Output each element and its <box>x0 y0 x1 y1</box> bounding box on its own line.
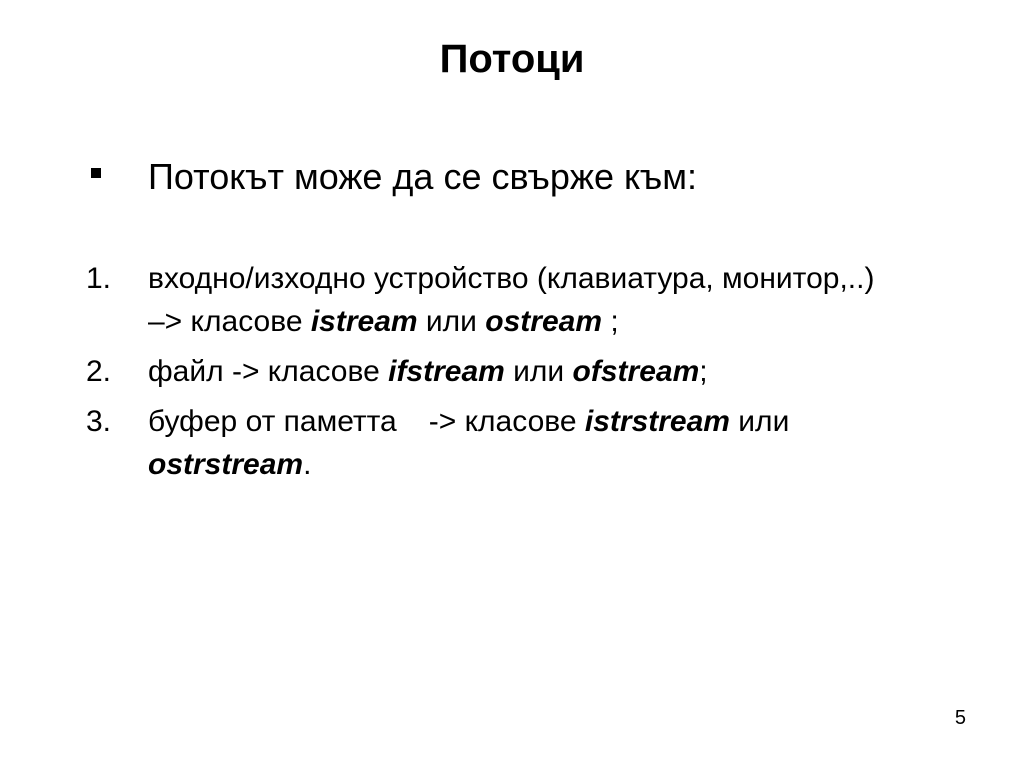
item-text: –> класове <box>148 305 311 338</box>
bullet-text: Потокът може да се свърже към: <box>148 156 698 197</box>
item-line <box>148 443 986 486</box>
item-line <box>148 350 986 393</box>
square-bullet-icon <box>91 168 101 178</box>
item-line <box>148 300 986 343</box>
item-number: 3. <box>86 405 112 438</box>
item-text: или <box>504 355 573 388</box>
list-item-1 <box>86 257 986 343</box>
numbered-list <box>86 257 986 493</box>
item-number: 2. <box>86 355 112 388</box>
class-name-ofstream: ofstream <box>572 355 700 388</box>
item-text: -> класове <box>428 405 585 438</box>
item-line <box>148 400 986 443</box>
list-item-2 <box>86 350 986 393</box>
item-text: ; <box>602 305 619 338</box>
class-name-ostrstream: ostrstream <box>148 448 304 481</box>
item-text: ; <box>699 355 708 388</box>
class-name-ifstream: ifstream <box>388 355 505 388</box>
item-text: входно/изходно устройство (клавиатура, монитор,..) <box>148 262 875 295</box>
item-number: 1. <box>86 262 112 295</box>
item-text: или <box>729 405 790 438</box>
item-text: . <box>303 448 312 481</box>
item-line <box>148 257 986 300</box>
item-text: файл -> класове <box>148 355 389 388</box>
item-text: буфер от паметта <box>148 405 397 438</box>
class-name-istream: istream <box>310 305 418 338</box>
bullet-item <box>88 154 968 204</box>
class-name-ostream: ostream <box>485 305 602 338</box>
slide-title: Потоци <box>439 37 585 81</box>
item-text: или <box>417 305 486 338</box>
class-name-istrstream: istrstream <box>584 405 730 438</box>
page-number: 5 <box>954 707 966 729</box>
list-item-3 <box>86 400 986 486</box>
